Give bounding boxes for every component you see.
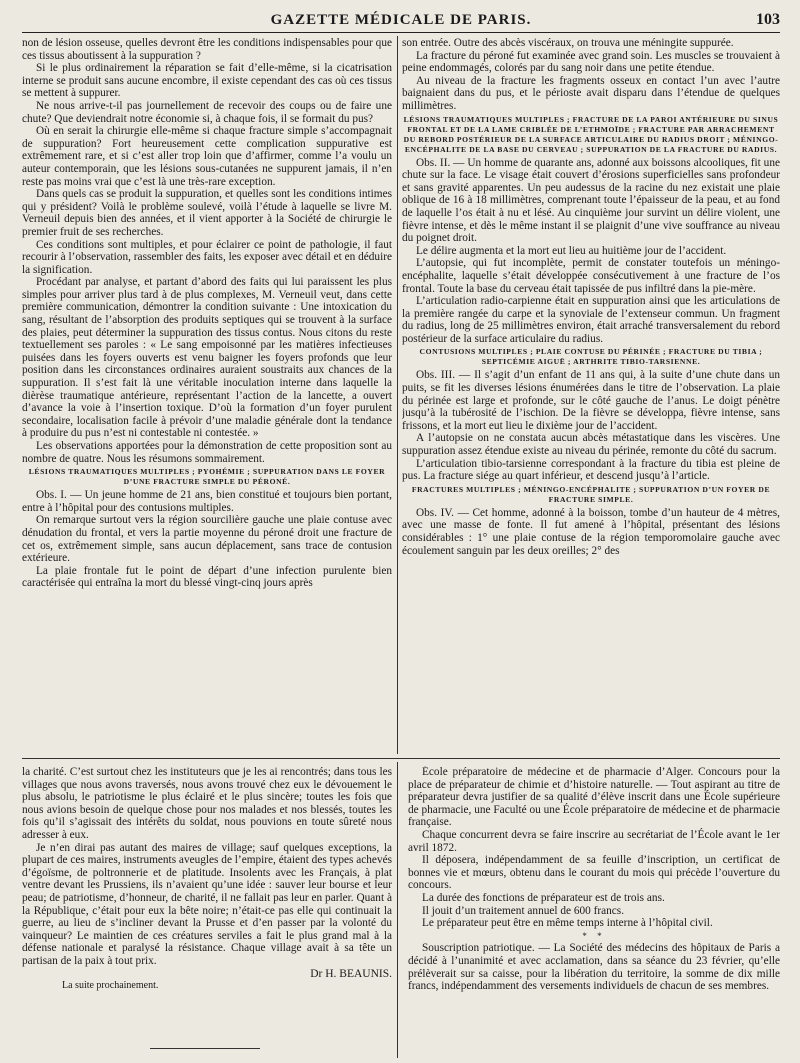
paragraph: son entrée. Outre des abcès viscéraux, on trouva une méningite suppurée. xyxy=(402,37,734,49)
paragraph: Obs. III. — Il s’agit d’un enfant de 11 ans qui, à la suite d’une chute dans un puits, se fit les diverses lésions énumérées dans le titre de l’observation. La plaie du périnée est large et profonde, sur le côté gauche de l’anus. Le doigt pénètre jusqu’à la tubérosité de l’ischion. De la fièvre se développa, fièvre intense, sans frissons, et la mort eut lieu le dixième jour de l’accident. xyxy=(402,369,780,432)
paragraph: Où en serait la chirurgie elle-même si chaque fracture simple s’accompagnait de suppuration? Fort heureusement cette complication suppurative est extrêmement rare, et si c’est aller trop loin que d’affirmer, comme l’a voulu un auteur contemporain, que les lésions sous-cutanées ne suppurent jamais, il n’en reste pas moins vrai que c’est là une très-rare exception. xyxy=(22,125,392,188)
bottom-right-column xyxy=(408,766,780,1058)
paragraph: La durée des fonctions de préparateur est de trois ans. xyxy=(422,891,665,904)
signature: Dr H. BEAUNIS. xyxy=(310,967,392,980)
paragraph: Ne nous arrive-t-il pas journellement de recevoir des coups ou de faire une chute? Que deviendrait notre économie si, à chaque fois, il se formait du pus? xyxy=(22,99,392,125)
paragraph: Obs. I. — Un jeune homme de 21 ans, bien constitué et toujours bien portant, entre à l’hôpital pour des contusions multiples. xyxy=(22,489,392,514)
paragraph: L’autopsie, qui fut incomplète, permit de constater toutefois un méningo-encéphalite, laquelle s’était développée consécutivement à une fracture de l’os frontal. Toute la base du cerveau était tapissée de pus infiltré dans la pie-mère. xyxy=(402,257,780,295)
feuilleton-divider xyxy=(22,758,780,759)
paragraph: A l’autopsie on ne constata aucun abcès métastatique dans les viscères. Une suppuration assez étendue existe au niveau du périnée, remonte du côté du sacrum. xyxy=(402,432,780,458)
paragraph: Dans quels cas se produit la suppuration, et quelles sont les conditions intimes qui y président? Voilà le problème soulevé, voilà l’étude à laquelle se livre M. Verneuil depuis bien des années, et il vient apporter à la Société de chirurgie le premier fruit de ses recherches. xyxy=(22,188,392,238)
paragraph: Obs. IV. — Cet homme, adonné à la boisson, tombe d’un hauteur de 4 mètres, avec une masse de fonte. Il fut amené à l’hôpital, présentant des lésions considérables : 1° une plaie contuse de la région temporomolaire gauche avec écoulement sanguin par les deux oreilles; 2° des xyxy=(402,506,780,557)
paragraph: L’articulation radio-carpienne était en suppuration ainsi que les articulations de la première rangée du carpe et la synoviale de l’extenseur commun. Un fragment du radius, long de 25 millimètres environ, était arraché transversalement du rebord postérieur de la surface articulaire du radius. xyxy=(402,295,780,345)
paragraph: Chaque concurrent devra se faire inscrire au secrétariat de l’École avant le 1er avril 1872. xyxy=(408,828,780,854)
paragraph: On remarque surtout vers la région sourcilière gauche une plaie contuse avec dénudation du frontal, et vers la partie moyenne du péroné droit une fracture de cet os, extrêmement simple, sans aucun déplacement, sans trace de contusion extérieure. xyxy=(22,514,392,565)
paragraph: non de lésion osseuse, quelles devront être les conditions indispensables pour que ces tissus aboutissent à la suppuration ? xyxy=(22,37,392,62)
section-heading: LÉSIONS TRAUMATIQUES MULTIPLES ; FRACTURE DE LA PAROI ANTÉRIEURE DU SINUS FRONTAL ET DE LA LAME CRIBLÉE DE L’ETHMOÏDE ; FRACTURE PAR ARRACHEMENT DU REBORD POSTÉRIEUR DE LA SURFACE ARTICULAIRE DU RADIUS DROIT ; MÉNINGO-ENCÉPHALITE DE LA BASE DU CERVEAU ; SUPPURATION DE LA FRACTURE DU RADIUS. xyxy=(403,114,779,154)
page-header xyxy=(22,10,780,33)
paragraph: Ces conditions sont multiples, et pour éclairer ce point de pathologie, il faut recourir à l’observation, rassembler des faits, les exposer avec détail et en déduire la signification. xyxy=(22,238,392,276)
paragraph: Au niveau de la fracture les fragments osseux en contact l’un avec l’autre baignaient dans du pus, et le périoste avait disparu dans l’étendue de quelques millimètres. xyxy=(402,74,780,112)
page-number: 103 xyxy=(756,11,780,28)
paragraph: Procédant par analyse, et partant d’abord des faits qui lui paraissent les plus simples pour arriver plus tard à de plus complexes, M. Verneuil veut, dans cette première communication, démontrer la condition suivante : Une intoxication du sang, résultant de l’absorption des produits septiques qui se trouvent à la surface des plaies, peut déterminer la suppuration des tissus contus. Nous citons du reste textuellement ses paroles : « Le sang empoisonné par les matières infectieuses puisées dans les foyers ouverts est venu baigner les foyers profonds que leur position dans les circonstances ordinaires auraient soustraits aux chances de la suppuration. Il s’est fait là une véritable inoculation interne dans laquelle la dièrèse traumatique antérieure, représentant l’action de la lancette, a ouvert d’avance la voie à l’insertion toxique. D’où la formation d’un foyer purulent secondaire, localisation facile à prévoir d’une maladie générale dont la tendance à produire du pus n’est ni contestable ni contestée. » xyxy=(22,276,392,440)
column-divider-bottom xyxy=(397,762,398,1058)
bottom-rule xyxy=(150,1048,260,1049)
paragraph: Il déposera, indépendamment de sa feuille d’inscription, un certificat de bonnes vie et mœurs, obtenu dans le courant du mois qui précède l’ouverture du concours. xyxy=(408,854,780,892)
section-heading: FRACTURES MULTIPLES ; MÉNINGO-ENCÉPHALITE ; SUPPURATION D’UN FOYER DE FRACTURE SIMPLE. xyxy=(411,484,771,504)
right-column xyxy=(402,37,780,753)
section-heading: CONTUSIONS MULTIPLES ; PLAIE CONTUSE DU PÉRINÉE ; FRACTURE DU TIBIA ; SEPTICÉMIE AIGUË ; ARTHRITE TIBIO-TARSIENNE. xyxy=(419,347,763,367)
paragraph: * * xyxy=(582,930,606,941)
column-divider-top xyxy=(397,36,398,754)
paragraph: La plaie frontale fut le point de départ d’une infection purulente bien caractérisée qui entraîna la mort du blessé vingt-cinq jours après xyxy=(22,564,392,590)
paragraph: la charité. C’est surtout chez les instituteurs que je les ai rencontrés; dans tous les villages que nous avons traversés, nous avons trouvé chez eux le dévouement le plus absolu, le patriotisme le plus éclairé et le plus sincère; toutes les fois que nous avions besoin de quelque chose pour nos malades et nos blessés, toutes les fois qu’il s’agissait des intérêts du soldat, nous pouvions en toute sûreté nous adresser à eux. xyxy=(22,766,392,841)
paragraph: Obs. II. — Un homme de quarante ans, adonné aux boissons alcooliques, fit une chute sur la face. Le visage était couvert d’érosions superficielles sans profondeur et sans gravité apparentes. Un peu audessus de la racine du nez existait une plaie oblique de 16 à 18 millimètres, comprenant toute l’épaisseur de la peau, et au fond de laquelle l’os était à nu et lésé. Au cinquième jour survint un délire violent, une fièvre intense, et dès le même instant il se plaignit d’une vive souffrance au niveau du poignet droit. xyxy=(402,156,780,245)
bottom-left-column xyxy=(22,766,392,1058)
paragraph: Je n’en dirai pas autant des maires de village; sauf quelques exceptions, la plupart de ces maires, instruments aveugles de l’empire, étaient des types achevés d’égoïsme, de poltronnerie et de platitude. Insolents avec les Français, à plat ventre devant les Prussiens, ils n’avaient qu’une idée : sauver leur bourse et leur peau; de patriotisme, d’honneur, de charité, il ne fallait pas leur en parler. Quant à la République, c’était pour eux la bête noire; n’était-ce pas elle qui continuait la guerre, au lieu de s’incliner devant la Prusse et d’en passer par la volonté du vainqueur? Le maintien de ces créatures serviles a fait le plus grand mal à la défense nationale et paralysé la résistance. Chaque village avait à sa tête un partisan de la paix à tout prix. xyxy=(22,841,392,967)
paragraph: Souscription patriotique. — La Société des médecins des hôpitaux de Paris a décidé à l’unanimité et avec acclamation, dans sa séance du 23 février, qu’elle prélèverait sur sa caisse, pour la libération du territoire, la somme de dix mille francs, indépendamment des versements individuels de chacun de ses membres. xyxy=(408,942,780,993)
section-heading: LÉSIONS TRAUMATIQUES MULTIPLES ; PYOHÉMIE ; SUPPURATION DANS LE FOYER D’UNE FRACTURE SIMPLE DU PÉRONÉ. xyxy=(28,467,386,487)
paragraph: École préparatoire de médecine et de pharmacie d’Alger. Concours pour la place de préparateur de chimie et d’histoire naturelle. — Tout aspirant au titre de préparateur devra justifier de sa qualité d’élève inscrit dans une École supérieure de pharmacie, une Faculté ou une École préparatoire de médecine et de pharmacie française. xyxy=(408,766,780,829)
paragraph: Le délire augmenta et la mort eut lieu au huitième jour de l’accident. xyxy=(416,244,727,257)
paragraph: Il jouit d’un traitement annuel de 600 francs. xyxy=(422,904,625,917)
paragraph: La fracture du péroné fut examinée avec grand soin. Les muscles se trouvaient à peine endommagés, colorés par du sang noir dans une petite étendue. xyxy=(402,49,780,75)
left-column xyxy=(22,37,392,753)
paragraph: Les observations apportées pour la démonstration de cette proposition sont au nombre de quatre. Nous les résumons sommairement. xyxy=(22,440,392,465)
paragraph: L’articulation tibio-tarsienne correspondant à la fracture du tibia est pleine de pus. La fracture siége au quart inférieur, et descend jusqu’à l’article. xyxy=(402,457,780,483)
journal-title: GAZETTE MÉDICALE DE PARIS. xyxy=(270,12,532,28)
paragraph: Le préparateur peut être en même temps interne à l’hôpital civil. xyxy=(422,917,713,930)
paragraph: Si le plus ordinairement la réparation se fait d’elle-même, si la cicatrisation interne se produit sans aucune encombre, il existe cependant des cas où ces tissus se mettent à suppurer. xyxy=(22,62,392,100)
paragraph: La suite prochainement. xyxy=(62,980,159,992)
